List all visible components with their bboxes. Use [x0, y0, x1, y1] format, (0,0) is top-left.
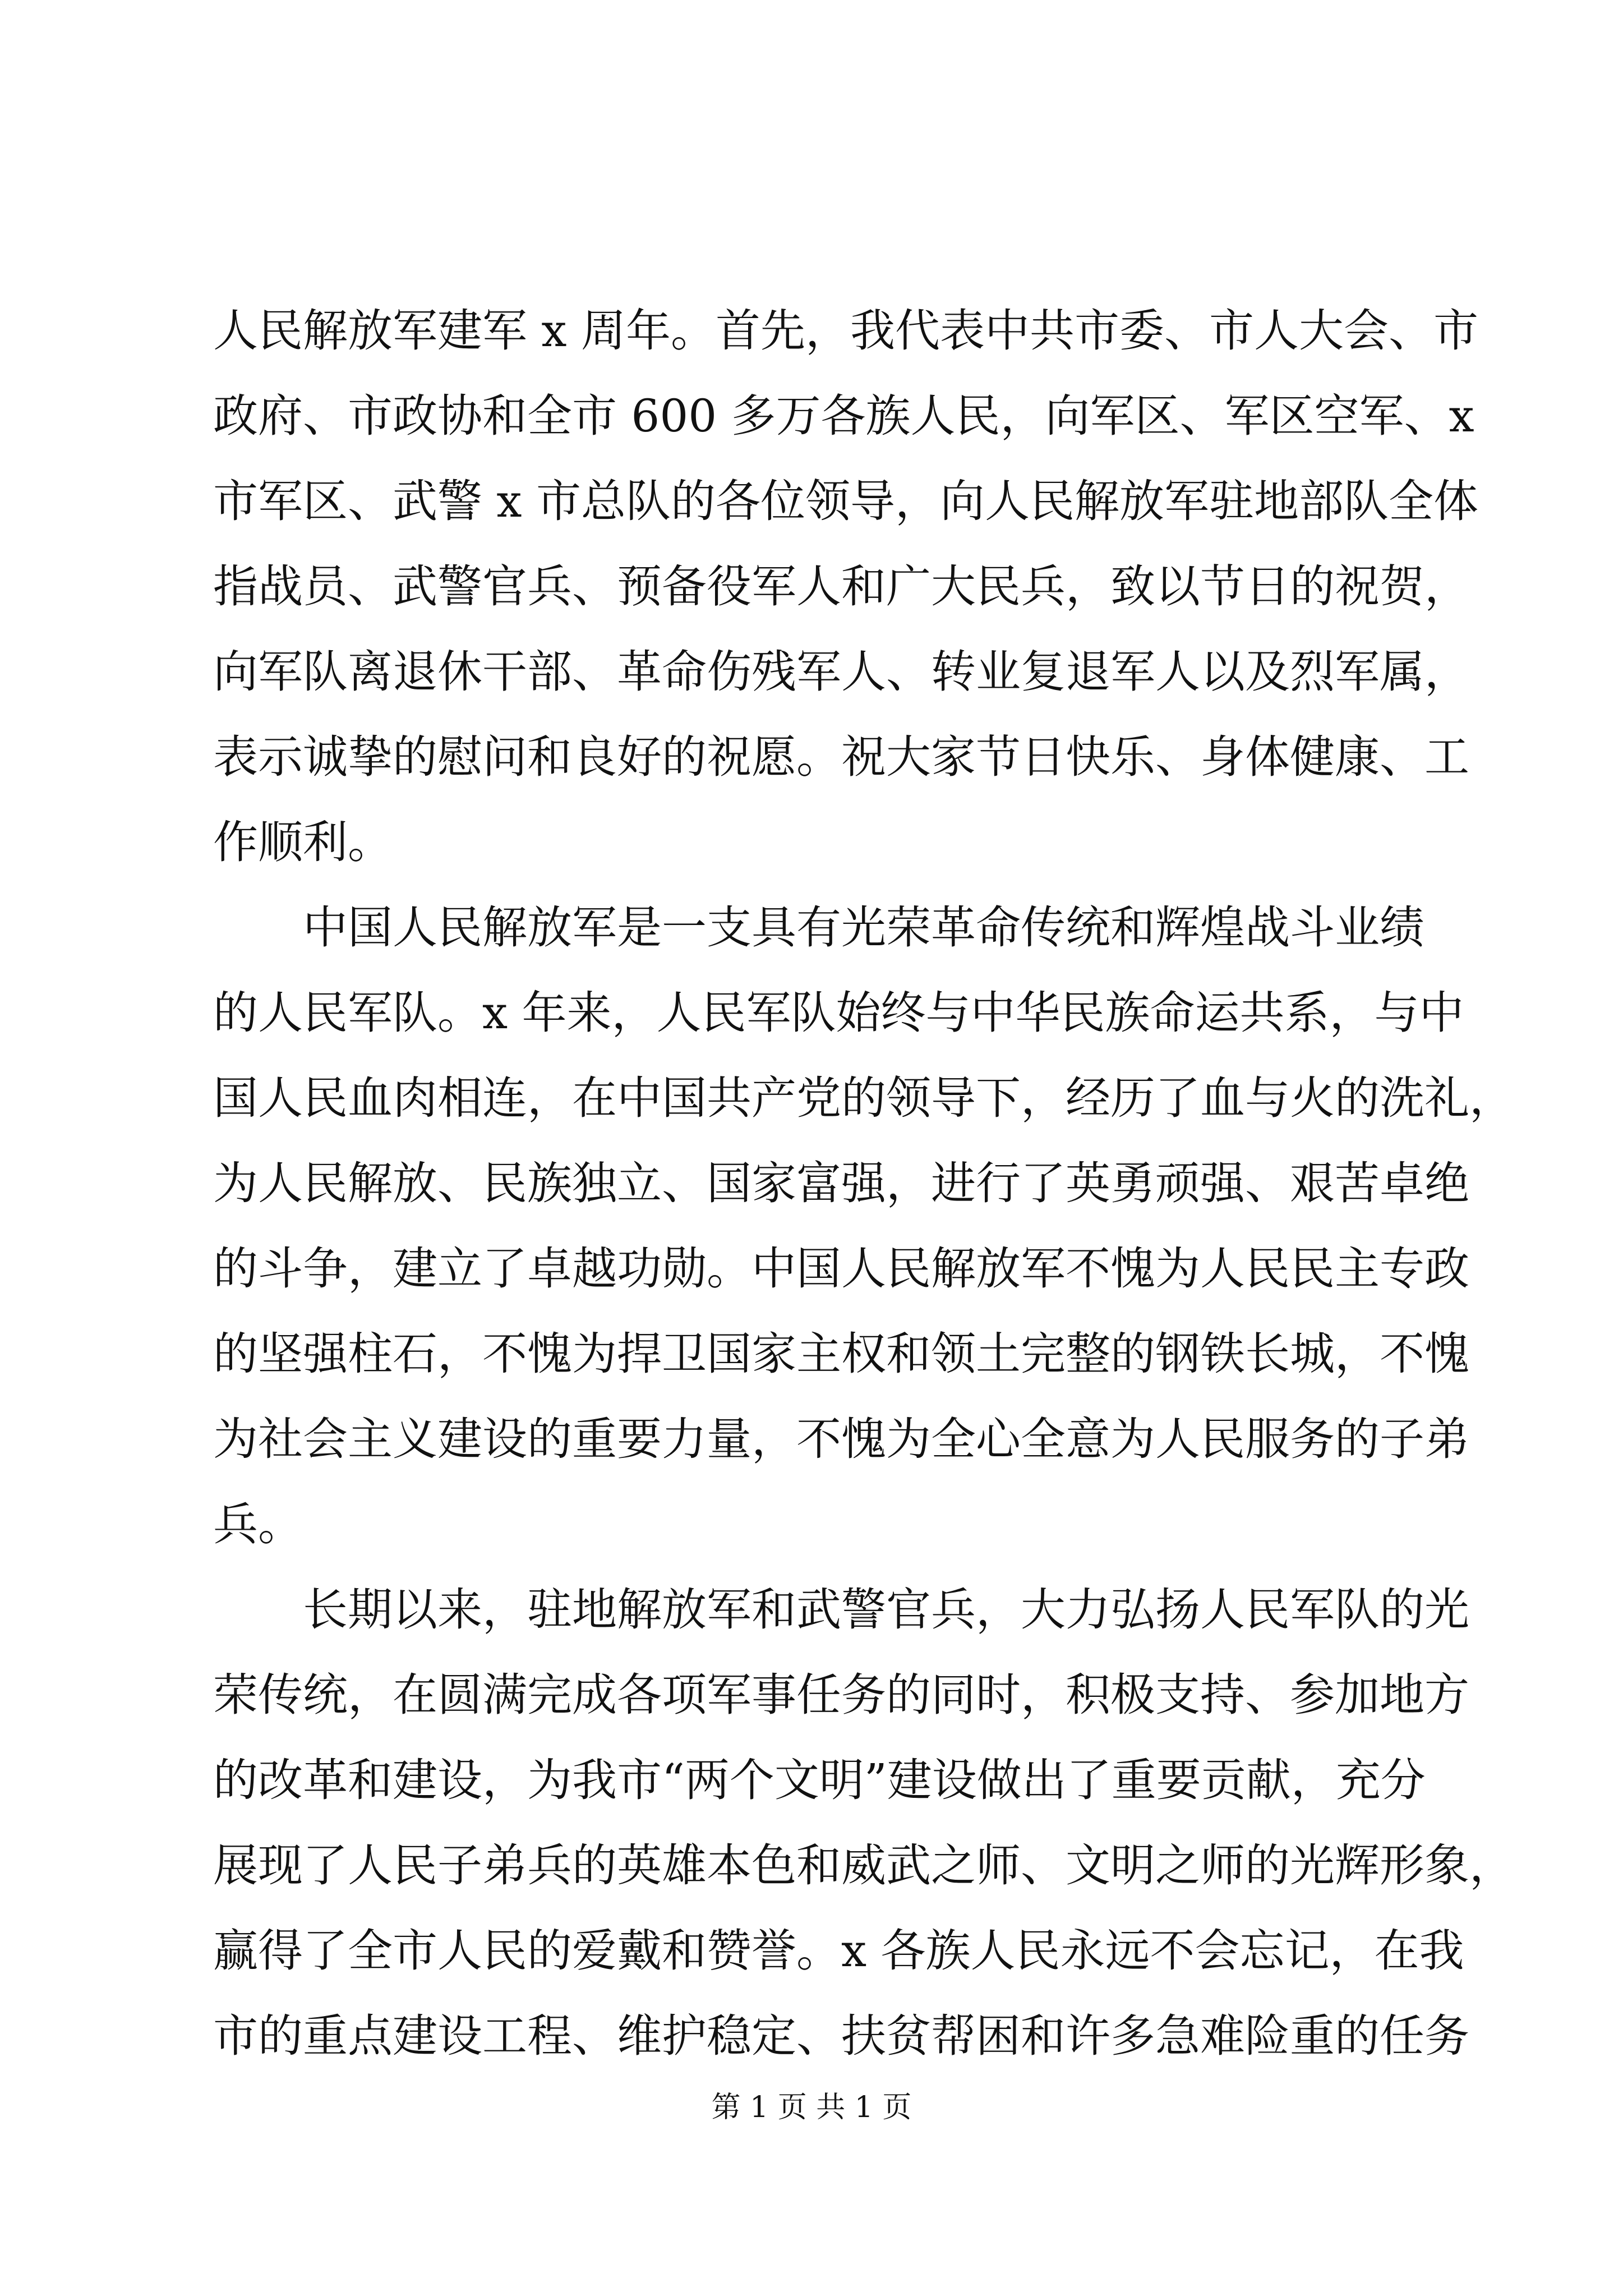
text-line-20: 赢得了全市人民的爱戴和赞誉。x 各族人民永远不会忘记，在我	[213, 1925, 1464, 1977]
text-line-18: 的改革和建设，为我市“两个文明”建设做出了重要贡献，充分	[213, 1754, 1426, 1806]
text-line-9: 的人民军队。x 年来，人民军队始终与中华民族命运共系，与中	[213, 987, 1464, 1039]
text-line-11: 为人民解放、民族独立、国家富强，进行了英勇顽强、艰苦卓绝	[213, 1157, 1469, 1209]
text-line-6: 表示诚挚的慰问和良好的祝愿。祝大家节日快乐、身体健康、工	[213, 731, 1469, 783]
text-line-3: 市军区、武警 x 市总队的各位领导，向人民解放军驻地部队全体	[213, 475, 1478, 527]
text-line-17: 荣传统，在圆满完成各项军事任务的同时，积极支持、参加地方	[213, 1669, 1469, 1721]
text-line-13: 的坚强柱石，不愧为捍卫国家主权和领土完整的钢铁长城，不愧	[213, 1328, 1469, 1380]
text-line-5: 向军队离退休干部、革命伤残军人、转业复退军人以及烈军属，	[213, 646, 1469, 698]
page-footer: 第 1 页 共 1 页	[711, 2091, 912, 2124]
text-line-21: 市的重点建设工程、维护稳定、扶贫帮困和许多急难险重的任务	[213, 2010, 1469, 2062]
text-line-8: 中国人民解放军是一支具有光荣革命传统和辉煌战斗业绩	[213, 901, 1424, 954]
text-line-12: 的斗争，建立了卓越功勋。中国人民解放军不愧为人民民主专政	[213, 1243, 1469, 1295]
text-line-14: 为社会主义建设的重要力量，不愧为全心全意为人民服务的子弟	[213, 1413, 1469, 1465]
text-line-15: 兵。	[213, 1498, 303, 1550]
text-line-1: 人民解放军建军 x 周年。首先，我代表中共市委、市人大会、市	[213, 305, 1478, 357]
text-line-10: 国人民血肉相连，在中国共产党的领导下，经历了血与火的洗礼，	[213, 1072, 1514, 1124]
text-line-7: 作顺利。	[213, 816, 393, 868]
text-line-16: 长期以来，驻地解放军和武警官兵，大力弘扬人民军队的光	[213, 1584, 1469, 1636]
text-line-19: 展现了人民子弟兵的英雄本色和威武之师、文明之师的光辉形象，	[213, 1839, 1514, 1892]
text-line-2: 政府、市政协和全市 600 多万各族人民，向军区、军区空军、x	[213, 390, 1474, 442]
text-line-4: 指战员、武警官兵、预备役军人和广大民兵，致以节日的祝贺，	[213, 560, 1469, 613]
